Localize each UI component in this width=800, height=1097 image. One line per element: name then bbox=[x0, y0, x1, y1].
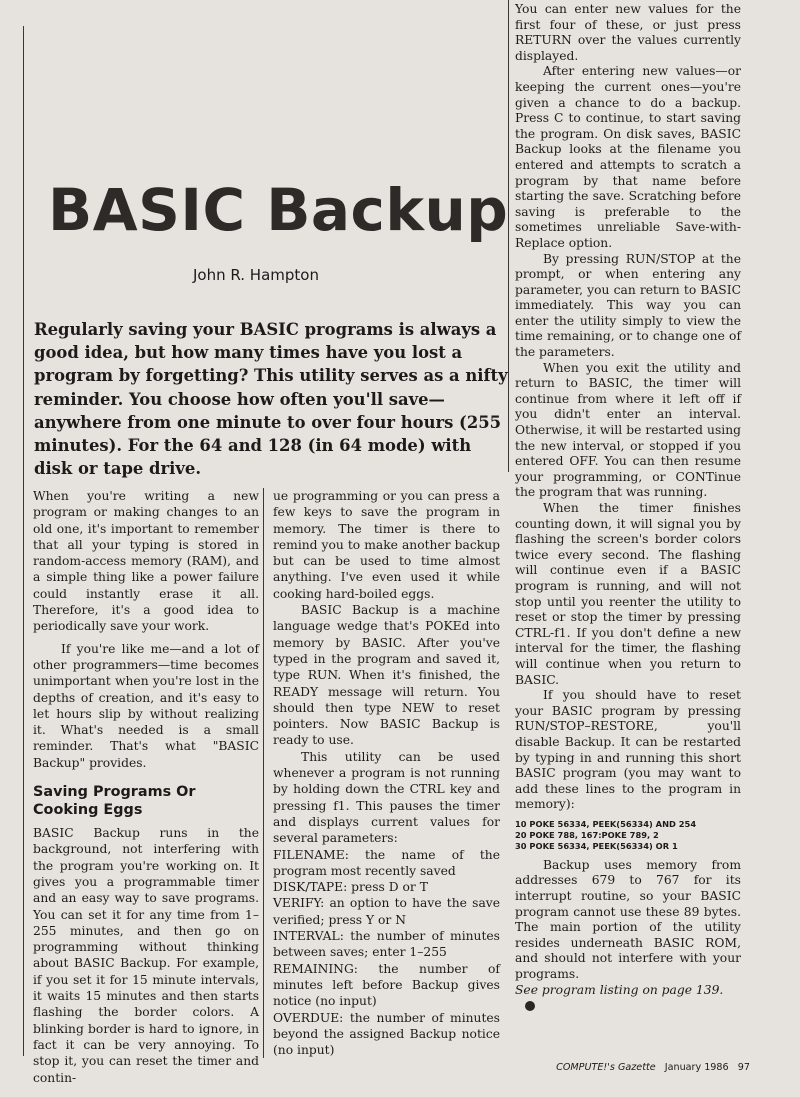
paragraph: After entering new values—or keeping the current ones—you're given a chance to do a backup. Press C to continue, to start saving the program. On disk saves, BASIC Backup looks at the filename you entered and attempts to scratch a program by that name before starting the save. Scratching before saving is preferable to the sometimes unreliable Save-with-Replace option. bbox=[515, 64, 741, 250]
column-rule-left bbox=[23, 26, 24, 1056]
parameter-item: REMAINING: the number of minutes left before Backup gives notice (no input) bbox=[273, 961, 500, 1009]
section-heading: Saving Programs Or Cooking Eggs bbox=[33, 784, 196, 819]
paragraph: By pressing RUN/STOP at the prompt, or when entering any parameter, you can return to BASIC immediately. This way you can enter the utility simply to view the time remaining, or to change one of the parameters. bbox=[515, 251, 741, 360]
parameter-item: VERIFY: an option to have the save verified; press Y or N bbox=[273, 896, 500, 927]
magazine-name: COMPUTE!'s Gazette bbox=[556, 1062, 656, 1073]
program-listing-note bbox=[515, 983, 741, 1014]
parameter-item: INTERVAL: the number of minutes between saves; enter 1–255 bbox=[273, 929, 500, 960]
paragraph: When you exit the utility and return to BASIC, the timer will continue from where it left off if you didn't enter an interval. Otherwise, it will be restarted using the new interval, or stopped if you entered OFF. You can then resume your programming, or CONTinue the program that was running. bbox=[515, 360, 741, 500]
article-deck: Regularly saving your BASIC programs is always a good idea, but how many times have you lost a program by forgetting? This utility serves as a nifty reminder. You choose how often you'll save—anywhere from one minute to over four hours (255 minutes). For the 64 and 128 (in 64 mode) with disk or tape drive. bbox=[34, 320, 508, 479]
paragraph: If you should have to reset your BASIC program by pressing RUN/STOP–RESTORE, you'll disable Backup. It can be restarted by typing in and running this short BASIC program (you may want to add these lines to the program in memory): bbox=[515, 688, 741, 812]
parameter-item: OVERDUE: the number of minutes beyond the assigned Backup notice (no input) bbox=[273, 1010, 500, 1058]
page-footer bbox=[556, 1062, 750, 1073]
parameter-item: DISK/TAPE: press D or T bbox=[273, 880, 428, 895]
paragraph: ue programming or you can press a few keys to save the program in memory. The timer is there to remind you to make another backup but can be used to time almost anything. I've even used it while cooking hard-boiled eggs. bbox=[273, 489, 500, 601]
code-line: 30 POKE 56334, PEEK(56334) OR 1 bbox=[515, 840, 678, 851]
code-line: 10 POKE 56334, PEEK(56334) AND 254 bbox=[515, 818, 697, 829]
paragraph: BASIC Backup runs in the background, not interfering with the program you're working on. It gives you a programmable timer and an easy way to save programs. You can set it for any time from 1–255 minutes, and then go on programming without thinking about BASIC Backup. For example, if you set it for 15 minute intervals, it waits 15 minutes and then starts flashing the border colors. A blinking border is hard to ignore, in fact it can be very annoying. To stop it, you can reset the timer and contin- bbox=[33, 826, 259, 1085]
body-column-1 bbox=[33, 488, 259, 1086]
paragraph: Backup uses memory from addresses 679 to 767 for its interrupt routine, so your BASIC program cannot use these 89 bytes. The main portion of the utility resides underneath BASIC ROM, and should not interfere with your programs. bbox=[515, 857, 741, 982]
end-mark-icon bbox=[525, 1001, 535, 1011]
body-column-3 bbox=[515, 2, 741, 1014]
listing-text: See program listing on page 139. bbox=[515, 982, 724, 997]
author-byline: John R. Hampton bbox=[193, 266, 319, 284]
paragraph: BASIC Backup is a machine language wedge that's POKEd into memory by BASIC. After you've typed in the program and saved it, type RUN. When it's finished, the READY message will return. You should then type NEW to reset pointers. Now BASIC Backup is ready to use. bbox=[273, 603, 500, 748]
page-number: 97 bbox=[737, 1062, 750, 1073]
paragraph: This utility can be used whenever a program is not running by holding down the CTRL key and pressing f1. This pauses the timer and displays current values for several parameters: bbox=[273, 749, 500, 846]
issue-date: January 1986 bbox=[664, 1062, 729, 1073]
paragraph: If you're like me—and a lot of other programmers—time becomes unimportant when you're lost in the depths of creation, and it's easy to let hours slip by without realizing it. What's needed is a small reminder. That's what "BASIC Backup" provides. bbox=[33, 641, 259, 770]
parameter-item: FILENAME: the name of the program most recently saved bbox=[273, 847, 500, 878]
body-column-2 bbox=[273, 488, 500, 1058]
paragraph: When you're writing a new program or making changes to an old one, it's important to remember that all your typing is stored in random-access memory (RAM), and a simple thing like a power failure could instantly erase it all. Therefore, it's a good idea to periodically save your work. bbox=[33, 489, 259, 634]
paragraph: When the timer finishes counting down, it will signal you by flashing the screen's border colors twice every second. The flashing will continue even if a BASIC program is running, and will not stop until you reenter the utility to reset or stop the timer by pressing CTRL-f1. If you don't define a new interval for the timer, the flashing will continue when you return to BASIC. bbox=[515, 501, 741, 687]
article-title: BASIC Backup bbox=[48, 176, 509, 244]
column-rule-mid bbox=[263, 488, 264, 1058]
code-line: 20 POKE 788, 167:POKE 789, 2 bbox=[515, 829, 659, 840]
paragraph: You can enter new values for the first four of these, or just press RETURN over the values currently displayed. bbox=[515, 2, 741, 63]
